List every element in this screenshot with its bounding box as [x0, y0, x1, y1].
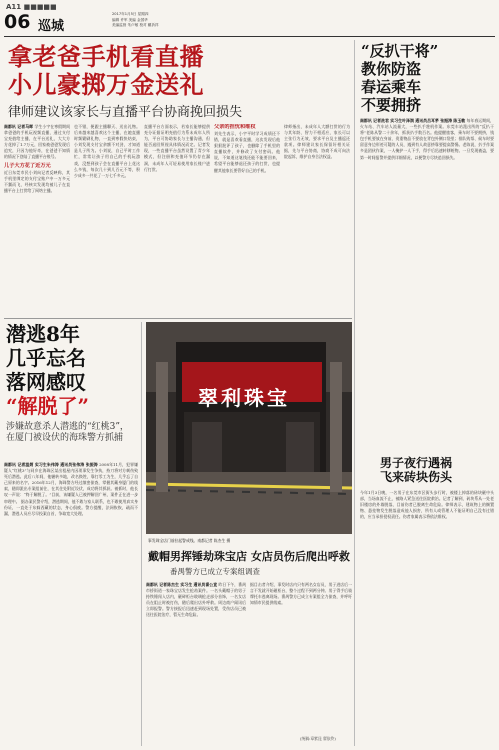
sidebar-lead: 南都讯 记者冼君 实习生叶泽润 通讯员吕耳茅 张振涛 陈玉敏 — [360, 118, 466, 123]
story2-divider — [141, 322, 142, 746]
photo-illustration — [146, 322, 352, 534]
story1-col1-subhead: 儿子大方花了近万元 — [4, 162, 51, 169]
story2-lead: 南都讯 记者温炳 实习生朱伟涛 通讯员张伟涛 张振涛 — [4, 462, 98, 467]
story1-headline-1: 拿老爸手机看直播 — [8, 42, 204, 71]
story3-col-2: 据目击者介绍，事发时店内只有两名女店员，男子进店后一言不发就开始砸柜台，整个过程不到两分钟。男子得手后骑摩托车逃离现场。番禺警方已成立专案组全力侦查，并呼吁知情市民提供线索。 — [250, 582, 352, 606]
story2-headline — [6, 322, 89, 418]
story1-col-4 — [214, 124, 280, 314]
sidebar-subhead-line: 飞来砖块伤头 — [380, 470, 453, 484]
header-rule — [4, 36, 495, 37]
sidebar-headline-line: “反扒干将” — [361, 42, 439, 60]
story1-col4-subhead: 父亲的担忧和维权 — [214, 124, 256, 130]
story3-subhead: 番禺警方已成立专案组调查 — [170, 567, 260, 576]
page-number: 06 — [4, 11, 31, 33]
sidebar-headline-line: 教你防盗 — [361, 60, 422, 78]
sidebar-subhead — [380, 456, 452, 484]
story1-col-2: 也不错，便跟主播聊天、送出礼物。后来越来越喜欢这个主播，在她直播时频繁刷礼物，一直到寒假快结束，小刘发现支付宝余额不对劲，才知道是儿子所为。小刘说，自己平时工作忙，常常让孩子用自己的手机玩游戏，没想到孩子会在直播平台上花这么多钱，每次几十到几百元不等，积少成多一共花了一万七千多元。 — [74, 124, 140, 178]
header-info — [112, 12, 159, 29]
story3-lead: 南都讯 记者陈杰生 实习生 通讯员番公宣 — [146, 582, 218, 587]
story2-body — [4, 462, 138, 744]
sidebar-divider — [354, 40, 355, 746]
story3-text: 昨日下午，番禺市桥街道一家珠宝店发生抢劫案件。一名头戴帽子的男子持铁锤闯入店内，砸碎柜台玻璃抢走部分首饰，一名女店员在阻止时被打伤，随后爬出店外呼救。周边商户闻讯后立即报警。警方接报后迅速赶到现场处置，受伤店员已被送往医院治疗，暂无生命危险。 — [146, 582, 246, 618]
story1-lead: 南都讯 记者马晖 — [4, 124, 34, 129]
header-info-line: 美编监督 朱卢敏 校对 戴祈祥 — [112, 23, 159, 27]
story-divider — [4, 318, 352, 319]
store-sign: 翠利珠宝 — [198, 386, 290, 410]
story2-headline-line: 落网感叹 — [6, 370, 86, 394]
photo-caption: 事发珠宝店门前拉起警戒线。南都记者 陈杰生 摄 — [148, 538, 231, 543]
story3-headline: 戴帽男挥锤劫珠宝店 女店员伤后爬出呼救 — [148, 550, 350, 563]
story2-text: 2008年11月，犯罪嫌疑人“红桃3”与同乡在海珠区某出租屋内因琐事发生争执，持刀将对方刺伤致死后潜逃。此后八年间，他辗转多地，改名换姓，靠打零工为生，几乎忘了自己原来的名字。2016年12月，海珠警方经过缜密侦查，掌握其藏身厦门的线索，随即派出专案组前往，在其住处附近设伏，成功将其抓获。被抓时，他长叹一声说：“终于解脱了。”目前，该嫌疑人已被押解回广州，案件正在进一步审理中。 — [4, 462, 138, 504]
sidebar-headline — [361, 42, 438, 114]
story3-credit: (统稿:章紫昆 翟依伶) — [300, 736, 336, 741]
sidebar-subhead-line: 男子夜行遇祸 — [380, 456, 453, 470]
story1-col1-text: 学生小宇在寒假期间拿爸爸的手机玩视频直播，通过支付宝充值给主播，在平台送礼，大大方方花掉了1.7万元，回家被爸爸发现后追究，只因为他好奇，在爸爸不知情的情况下登陆了直播平台账号。 — [4, 124, 70, 160]
story1-headline-2: 小儿豪掷万金送礼 — [8, 70, 204, 99]
header-info-line: 编辑 许军 美编 金国华 — [112, 17, 148, 22]
story1-col-3: 直播平台方面表示，若家长能够提供充分证据证明充值行为系未成年人所为，平台可协助家长与主播沟通，但能否退回须视具体情况而定。记者发现，一些直播平台虽然设置了青少年模式，但注册和充值环节仍存在漏洞，未成年人可轻易使用家长账户进行打赏。 — [144, 124, 210, 172]
story2-headline-line: 几乎忘名 — [6, 346, 86, 370]
story2-text2: 据办案民警介绍，潜逃期间，他不敢与家人联系，也不敢使用真实身份证，一直处于东躲西藏的状态，身心俱疲。警方提醒，法网恢恢，疏而不漏，潜逃人员应尽早投案自首，争取宽大处理。 — [4, 498, 138, 516]
sidebar-body — [360, 118, 494, 448]
story1-col4-text: 刘先生表示，小宇平时学习成绩还不错，就是喜欢看直播，这次发现后他狠狠批评了孩子，也删除了手机里的直播软件，并修改了支付密码。他说，不知道这笔钱还能不能要回来，希望平台能够退还孩子的打赏，也提醒其他家长要管好自己的手机。 — [214, 131, 280, 173]
story2-headline-line: “解脱了” — [6, 394, 90, 418]
story2-headline-line: 潜逃8年 — [6, 322, 80, 346]
sidebar-headline-line: 不要拥挤 — [361, 96, 422, 114]
section-name: 巡城 — [38, 19, 65, 34]
story1-col1-text2: 近日东莞市民小刘向记者反映称，其手机里绑定的支付宝账户中一万多元不翼而飞，经核实发现均被儿子在直播平台上打赏给了网络主播。 — [4, 169, 70, 193]
paper-mark: A11 ■■■■■ — [6, 3, 57, 11]
story3-col-1 — [146, 582, 246, 744]
story1-col-5: 律师指出，未成年人大额打赏的行为与其年龄、智力不相适应，家长可以主张行为无效，要求平台及主播返还款项。律师建议家长保留好相关证据，先与平台协商，协商不成可向法院起诉，维护自身合法权益。 — [284, 124, 350, 160]
sidebar-text: 每年春运期间，火车站、汽车站人流量大，一些扒手趁机作案。东莞车站派出所的“反扒干将”老陈从警二十余年，抓获扒手数百名。他提醒旅客，乘车时不要拥挤，钱包手机要放在身前，贵重物品不要放在背包外侧口袋里；排队购票、候车时要留意身边形迹可疑的人员，遇到有人故意挤靠要提高警惕。老陈说，扒手作案多是团伙作案，一人掩护一人下手，得手后迅速转移赃物。一旦发现被盗，要第一时间报警并提供详细情况，以便警方尽快追回损失。 — [360, 118, 494, 160]
sidebar-body-2: 今年1月3日晚，一名男子在东莞市区街头步行时，被楼上掉落的砖块砸中头部，当场血流不止，被路人紧急送往医院救治。记者了解到，砖块系从一处老旧楼房的外墙脱落，目前伤者已脱离生命危险。律师表示，建筑物上的搁置物、悬挂物发生脱落造成他人损害，所有人或管理人不能证明自己没有过错的，应当承担侵权责任。伤者家属表示将依法维权。 — [360, 490, 494, 520]
story2-deck: 涉嫌故意杀人潜逃的“红桃3”，在厦门被设伏的海珠警方抓捕 — [6, 422, 129, 443]
sidebar-headline-line: 春运乘车 — [361, 78, 422, 96]
header-info-line: 2017年1月5日 星期四 — [112, 12, 149, 16]
story1-col-1 — [4, 124, 70, 314]
jewelry-store-photo — [146, 322, 352, 534]
story1-subhead: 律师建议该家长与直播平台协商挽回损失 — [8, 105, 243, 120]
